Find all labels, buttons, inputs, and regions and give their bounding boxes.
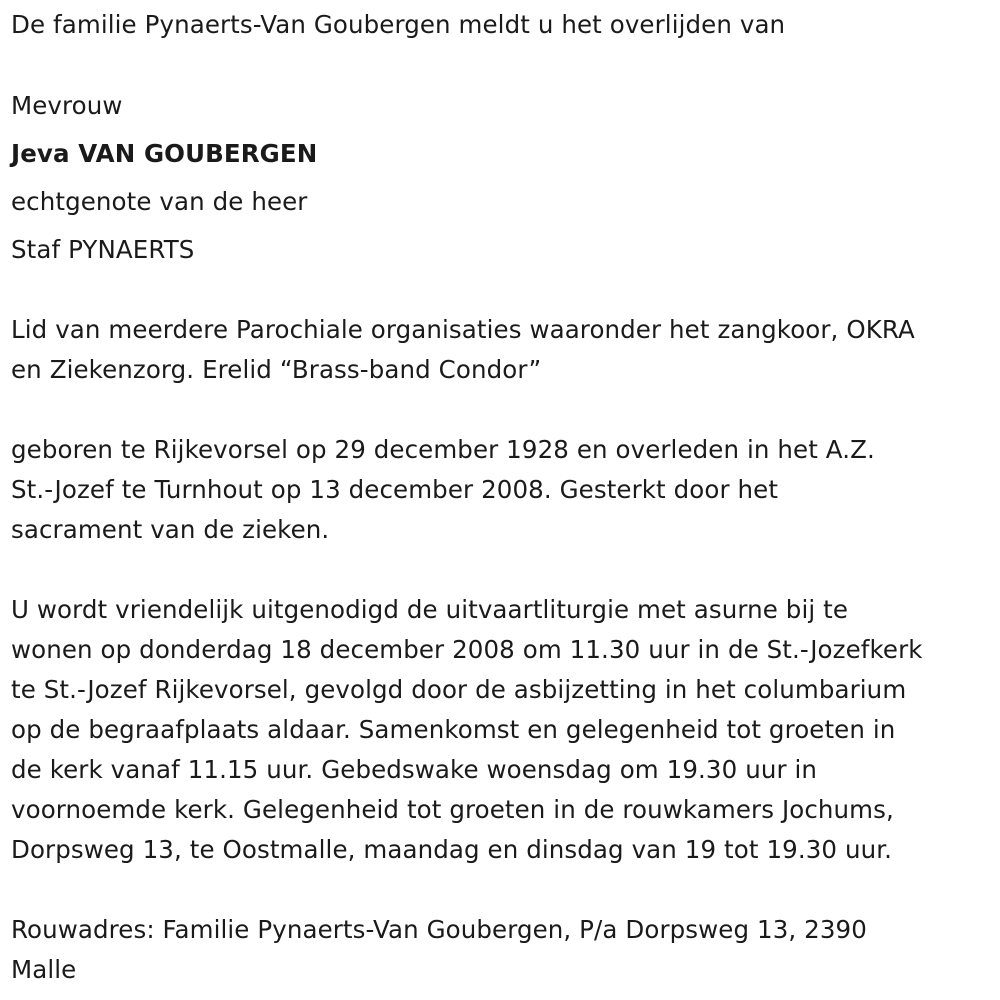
- salutation: Mevrouw: [11, 91, 123, 120]
- funeral-line: de kerk vanaf 11.15 uur. Gebedswake woensdag om 19.30 uur in: [11, 755, 818, 784]
- membership-line: en Ziekenzorg. Erelid “Brass-band Condor”: [11, 355, 542, 384]
- address-line: Malle: [11, 955, 77, 984]
- funeral-line: voornoemde kerk. Gelegenheid tot groeten in de rouwkamers Jochums,: [11, 795, 894, 824]
- spouse-line-1: echtgenote van de heer: [11, 187, 308, 216]
- funeral-line: wonen op donderdag 18 december 2008 om 11.30 uur in de St.-Jozefkerk: [11, 635, 923, 664]
- birth-death-line: geboren te Rijkevorsel op 29 december 1928 en overleden in het A.Z.: [11, 435, 875, 464]
- funeral-line: U wordt vriendelijk uitgenodigd de uitvaartliturgie met asurne bij te: [11, 595, 849, 624]
- funeral-line: op de begraafplaats aldaar. Samenkomst en gelegenheid tot groeten in: [11, 715, 896, 744]
- funeral-line: Dorpsweg 13, te Oostmalle, maandag en dinsdag van 19 tot 19.30 uur.: [11, 835, 893, 864]
- deceased-name: Jeva VAN GOUBERGEN: [11, 139, 318, 168]
- membership-line: Lid van meerdere Parochiale organisaties waaronder het zangkoor, OKRA: [11, 315, 915, 344]
- birth-death-line: sacrament van de zieken.: [11, 515, 330, 544]
- funeral-line: te St.-Jozef Rijkevorsel, gevolgd door de asbijzetting in het columbarium: [11, 675, 907, 704]
- spouse-line-2: Staf PYNAERTS: [11, 235, 195, 264]
- address-line: Rouwadres: Familie Pynaerts-Van Goubergen, P/a Dorpsweg 13, 2390: [11, 915, 867, 944]
- intro-text: De familie Pynaerts-Van Goubergen meldt u het overlijden van: [11, 10, 786, 39]
- birth-death-line: St.-Jozef te Turnhout op 13 december 2008. Gesterkt door het: [11, 475, 779, 504]
